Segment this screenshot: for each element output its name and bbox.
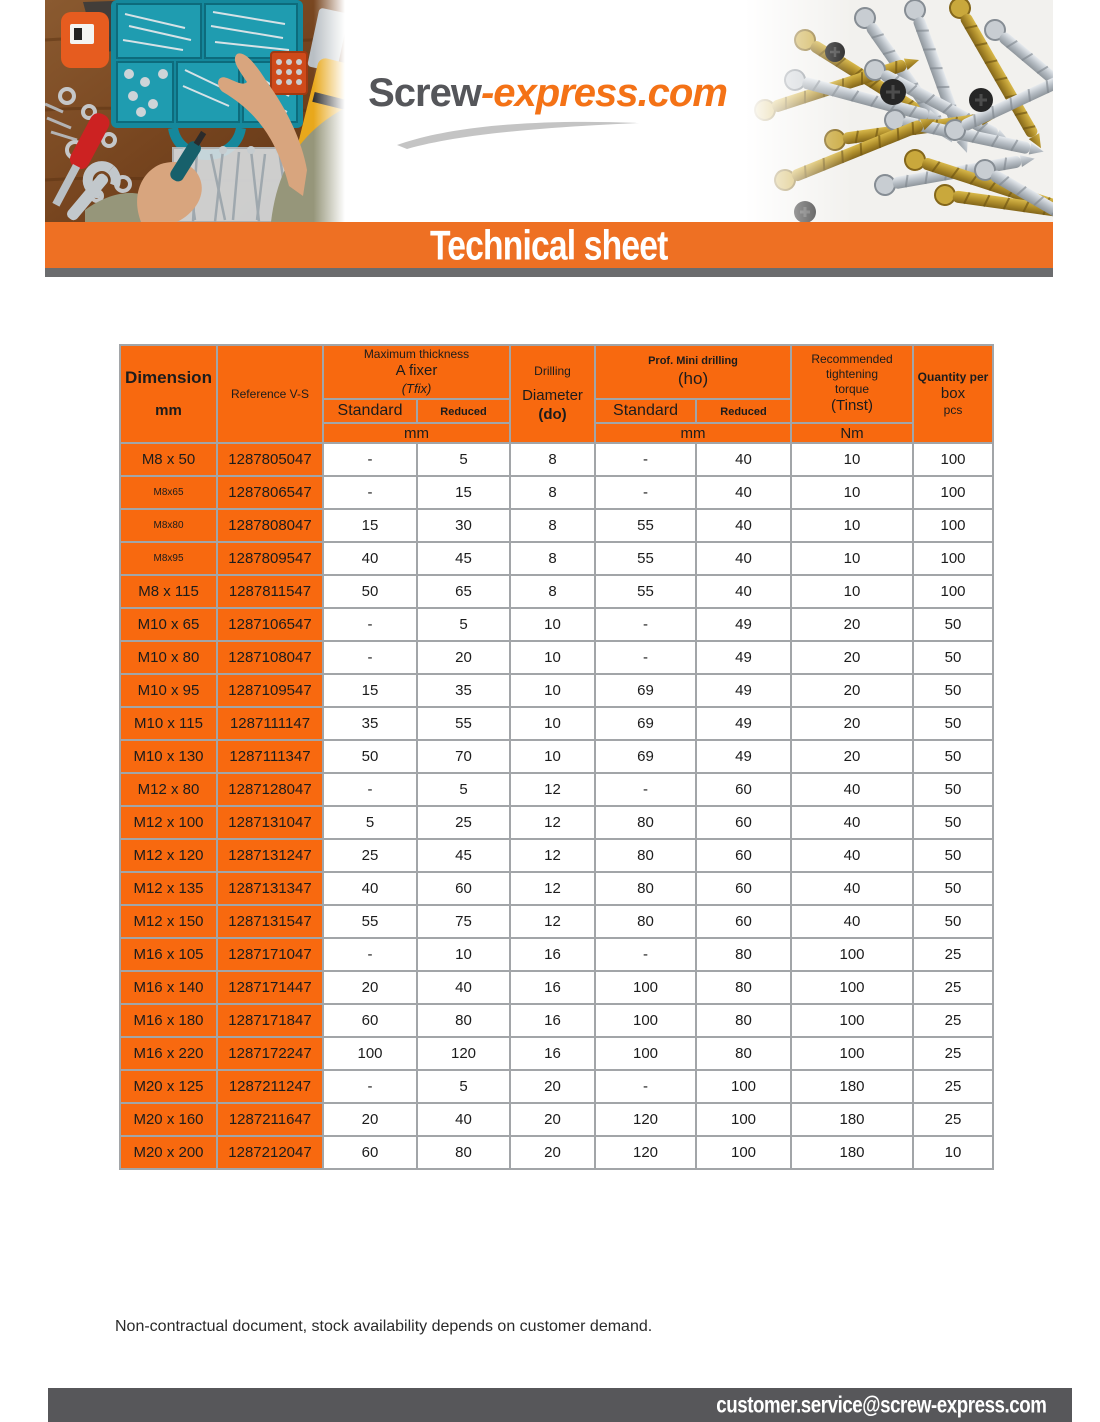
value-cell: 49	[696, 641, 791, 674]
value-cell: 20	[791, 641, 913, 674]
value-cell: 80	[696, 938, 791, 971]
col-header-tightening-torque: Recommended tightening torque (Tinst)	[791, 345, 913, 423]
value-cell: 80	[417, 1004, 510, 1037]
unit-tfix-mm: mm	[323, 423, 510, 443]
value-cell: 25	[913, 971, 993, 1004]
dimension-cell: M10 x 65	[120, 608, 217, 641]
value-cell: 55	[595, 575, 696, 608]
page-title: Technical sheet	[430, 221, 668, 268]
value-cell: 20	[791, 707, 913, 740]
value-cell: 50	[913, 773, 993, 806]
reference-cell: 1287131347	[217, 872, 323, 905]
value-cell: 80	[417, 1136, 510, 1169]
footer-bar	[48, 1388, 1072, 1422]
value-cell: 60	[696, 839, 791, 872]
table-row	[120, 641, 993, 674]
table-row	[120, 542, 993, 575]
table-row	[120, 509, 993, 542]
value-cell: 40	[696, 509, 791, 542]
value-cell: 100	[595, 971, 696, 1004]
dimension-cell: M8x65	[120, 476, 217, 509]
dimension-cell: M12 x 135	[120, 872, 217, 905]
table-row	[120, 773, 993, 806]
screws-pile-photo	[745, 0, 1053, 222]
value-cell: 50	[913, 905, 993, 938]
logo-text	[368, 73, 727, 113]
value-cell: 25	[323, 839, 417, 872]
table-row	[120, 608, 993, 641]
value-cell: 100	[791, 938, 913, 971]
value-cell: 55	[323, 905, 417, 938]
reference-cell: 1287212047	[217, 1136, 323, 1169]
banner-underline	[45, 268, 1053, 277]
value-cell: 45	[417, 839, 510, 872]
value-cell: -	[595, 938, 696, 971]
value-cell: 20	[417, 641, 510, 674]
value-cell: 5	[417, 608, 510, 641]
value-cell: 100	[913, 443, 993, 476]
reference-cell: 1287131547	[217, 905, 323, 938]
reference-cell: 1287172247	[217, 1037, 323, 1070]
value-cell: 15	[323, 674, 417, 707]
value-cell: 8	[510, 476, 595, 509]
reference-cell: 1287809547	[217, 542, 323, 575]
value-cell: 69	[595, 674, 696, 707]
value-cell: -	[595, 608, 696, 641]
value-cell: 8	[510, 509, 595, 542]
value-cell: 10	[913, 1136, 993, 1169]
value-cell: 30	[417, 509, 510, 542]
value-cell: 20	[510, 1136, 595, 1169]
table-row	[120, 707, 993, 740]
value-cell: 8	[510, 542, 595, 575]
value-cell: 100	[913, 476, 993, 509]
col-header-prof-mini-drilling: Prof. Mini drilling (ho)	[595, 345, 791, 399]
table-row	[120, 806, 993, 839]
value-cell: 100	[595, 1004, 696, 1037]
value-cell: 25	[913, 1070, 993, 1103]
value-cell: 25	[913, 1103, 993, 1136]
table-row	[120, 443, 993, 476]
reference-cell: 1287211247	[217, 1070, 323, 1103]
value-cell: 180	[791, 1136, 913, 1169]
subheader-ho-standard: Standard	[595, 399, 696, 423]
value-cell: 100	[696, 1103, 791, 1136]
value-cell: 50	[913, 674, 993, 707]
value-cell: 50	[913, 806, 993, 839]
dimension-cell: M10 x 95	[120, 674, 217, 707]
value-cell: 80	[595, 905, 696, 938]
col-header-drilling-diameter: Drilling Diameter (do)	[510, 345, 595, 443]
value-cell: -	[323, 443, 417, 476]
value-cell: 49	[696, 674, 791, 707]
value-cell: 180	[791, 1103, 913, 1136]
tape-measure	[61, 12, 109, 68]
value-cell: -	[323, 938, 417, 971]
value-cell: 60	[323, 1136, 417, 1169]
value-cell: 10	[791, 575, 913, 608]
value-cell: 10	[791, 509, 913, 542]
table-row	[120, 575, 993, 608]
reference-cell: 1287811547	[217, 575, 323, 608]
value-cell: 180	[791, 1070, 913, 1103]
table-body	[120, 443, 993, 1169]
col-header-max-thickness: Maximum thickness A fixer (Tfix)	[323, 345, 510, 399]
value-cell: 100	[323, 1037, 417, 1070]
value-cell: 50	[913, 608, 993, 641]
value-cell: 55	[417, 707, 510, 740]
value-cell: -	[323, 476, 417, 509]
table-row	[120, 674, 993, 707]
value-cell: 20	[791, 674, 913, 707]
value-cell: 25	[913, 1037, 993, 1070]
value-cell: 10	[791, 476, 913, 509]
value-cell: 50	[913, 740, 993, 773]
value-cell: -	[323, 773, 417, 806]
value-cell: 10	[510, 707, 595, 740]
reference-cell: 1287806547	[217, 476, 323, 509]
value-cell: 120	[417, 1037, 510, 1070]
value-cell: 25	[417, 806, 510, 839]
value-cell: 45	[417, 542, 510, 575]
value-cell: 60	[696, 905, 791, 938]
dimension-cell: M16 x 220	[120, 1037, 217, 1070]
value-cell: 8	[510, 443, 595, 476]
value-cell: 49	[696, 707, 791, 740]
value-cell: 100	[791, 971, 913, 1004]
value-cell: 80	[595, 806, 696, 839]
value-cell: 10	[510, 608, 595, 641]
dimension-cell: M16 x 180	[120, 1004, 217, 1037]
value-cell: 69	[595, 740, 696, 773]
dimension-cell: M10 x 80	[120, 641, 217, 674]
value-cell: 50	[323, 740, 417, 773]
dimension-cell: M12 x 80	[120, 773, 217, 806]
value-cell: 40	[791, 905, 913, 938]
value-cell: 50	[913, 872, 993, 905]
value-cell: 40	[791, 839, 913, 872]
value-cell: -	[323, 641, 417, 674]
value-cell: 40	[791, 773, 913, 806]
value-cell: 100	[696, 1070, 791, 1103]
value-cell: 60	[696, 806, 791, 839]
value-cell: 100	[913, 542, 993, 575]
reference-cell: 1287106547	[217, 608, 323, 641]
dimension-cell: M10 x 115	[120, 707, 217, 740]
value-cell: 12	[510, 806, 595, 839]
value-cell: -	[595, 773, 696, 806]
value-cell: 70	[417, 740, 510, 773]
value-cell: 8	[510, 575, 595, 608]
value-cell: 40	[696, 575, 791, 608]
col-header-reference: Reference V-S	[217, 345, 323, 443]
dimension-cell: M20 x 160	[120, 1103, 217, 1136]
value-cell: 12	[510, 872, 595, 905]
unit-torque-nm: Nm	[791, 423, 913, 443]
value-cell: 100	[913, 575, 993, 608]
value-cell: 49	[696, 608, 791, 641]
reference-cell: 1287808047	[217, 509, 323, 542]
dimension-cell: M16 x 140	[120, 971, 217, 1004]
disclaimer-note: Non-contractual document, stock availability depends on customer demand.	[115, 1318, 653, 1335]
value-cell: 5	[323, 806, 417, 839]
value-cell: 12	[510, 905, 595, 938]
value-cell: 100	[913, 509, 993, 542]
value-cell: 80	[595, 839, 696, 872]
reference-cell: 1287128047	[217, 773, 323, 806]
value-cell: 75	[417, 905, 510, 938]
value-cell: 60	[696, 773, 791, 806]
dimension-cell: M8 x 115	[120, 575, 217, 608]
value-cell: 50	[323, 575, 417, 608]
value-cell: -	[595, 476, 696, 509]
reference-cell: 1287171847	[217, 1004, 323, 1037]
reference-cell: 1287111347	[217, 740, 323, 773]
dimension-cell: M12 x 120	[120, 839, 217, 872]
table-row	[120, 872, 993, 905]
reference-cell: 1287109547	[217, 674, 323, 707]
dimension-cell: M12 x 100	[120, 806, 217, 839]
table-row	[120, 1103, 993, 1136]
value-cell: 25	[913, 1004, 993, 1037]
dimension-cell: M12 x 150	[120, 905, 217, 938]
value-cell: 50	[913, 641, 993, 674]
value-cell: 40	[696, 476, 791, 509]
logo	[350, 0, 745, 222]
dimension-cell: M8x80	[120, 509, 217, 542]
value-cell: 16	[510, 938, 595, 971]
subheader-tfix-standard: Standard	[323, 399, 417, 423]
value-cell: 40	[323, 872, 417, 905]
table-row	[120, 938, 993, 971]
value-cell: 50	[913, 707, 993, 740]
value-cell: 80	[696, 1004, 791, 1037]
value-cell: 60	[696, 872, 791, 905]
unit-ho-mm: mm	[595, 423, 791, 443]
value-cell: 20	[510, 1103, 595, 1136]
reference-cell: 1287131247	[217, 839, 323, 872]
table-row	[120, 1037, 993, 1070]
table-row	[120, 971, 993, 1004]
reference-cell: 1287171447	[217, 971, 323, 1004]
value-cell: 10	[791, 443, 913, 476]
dimension-cell: M8x95	[120, 542, 217, 575]
reference-cell: 1287805047	[217, 443, 323, 476]
value-cell: 100	[595, 1037, 696, 1070]
value-cell: 100	[791, 1037, 913, 1070]
value-cell: 20	[323, 971, 417, 1004]
value-cell: 40	[791, 872, 913, 905]
value-cell: 15	[417, 476, 510, 509]
value-cell: 120	[595, 1103, 696, 1136]
value-cell: 80	[595, 872, 696, 905]
value-cell: -	[595, 443, 696, 476]
col-header-quantity: Quantity per box pcs	[913, 345, 993, 443]
logo-express: -express.com	[480, 71, 727, 115]
subheader-tfix-reduced: Reduced	[417, 399, 510, 423]
value-cell: 80	[696, 971, 791, 1004]
logo-screw: Screw	[368, 71, 481, 115]
value-cell: 40	[791, 806, 913, 839]
reference-cell: 1287211647	[217, 1103, 323, 1136]
col-header-dimension: Dimension mm	[120, 345, 217, 443]
value-cell: 80	[696, 1037, 791, 1070]
workbench-photo	[45, 0, 345, 222]
subheader-ho-reduced: Reduced	[696, 399, 791, 423]
value-cell: 5	[417, 773, 510, 806]
value-cell: 40	[323, 542, 417, 575]
reference-cell: 1287171047	[217, 938, 323, 971]
value-cell: 5	[417, 1070, 510, 1103]
value-cell: 12	[510, 773, 595, 806]
table-row	[120, 740, 993, 773]
value-cell: 20	[791, 608, 913, 641]
reference-cell: 1287131047	[217, 806, 323, 839]
dimension-cell: M16 x 105	[120, 938, 217, 971]
technical-sheet-banner	[45, 222, 1053, 268]
value-cell: 100	[696, 1136, 791, 1169]
customer-service-email: customer.service@screw-express.com	[715, 1391, 1046, 1418]
value-cell: 65	[417, 575, 510, 608]
table-row	[120, 1070, 993, 1103]
value-cell: 10	[417, 938, 510, 971]
value-cell: 40	[417, 1103, 510, 1136]
dimension-cell: M20 x 125	[120, 1070, 217, 1103]
reference-cell: 1287111147	[217, 707, 323, 740]
value-cell: 35	[417, 674, 510, 707]
value-cell: 69	[595, 707, 696, 740]
value-cell: 55	[595, 542, 696, 575]
value-cell: 10	[510, 740, 595, 773]
dimension-cell: M10 x 130	[120, 740, 217, 773]
value-cell: -	[323, 1070, 417, 1103]
value-cell: -	[595, 641, 696, 674]
value-cell: 5	[417, 443, 510, 476]
value-cell: 35	[323, 707, 417, 740]
value-cell: 100	[791, 1004, 913, 1037]
value-cell: 120	[595, 1136, 696, 1169]
value-cell: 50	[913, 839, 993, 872]
table-row	[120, 476, 993, 509]
table-row	[120, 1136, 993, 1169]
value-cell: 49	[696, 740, 791, 773]
value-cell: 40	[696, 542, 791, 575]
table-row	[120, 839, 993, 872]
value-cell: 25	[913, 938, 993, 971]
technical-data-table	[119, 344, 994, 1170]
table-row	[120, 905, 993, 938]
value-cell: 16	[510, 1004, 595, 1037]
logo-swoosh	[393, 119, 643, 149]
value-cell: 20	[791, 740, 913, 773]
value-cell: 16	[510, 1037, 595, 1070]
value-cell: 60	[323, 1004, 417, 1037]
value-cell: 20	[510, 1070, 595, 1103]
value-cell: 12	[510, 839, 595, 872]
value-cell: 15	[323, 509, 417, 542]
value-cell: 40	[417, 971, 510, 1004]
value-cell: 55	[595, 509, 696, 542]
value-cell: 10	[510, 641, 595, 674]
value-cell: 10	[791, 542, 913, 575]
value-cell: -	[595, 1070, 696, 1103]
value-cell: 20	[323, 1103, 417, 1136]
reference-cell: 1287108047	[217, 641, 323, 674]
value-cell: 60	[417, 872, 510, 905]
dimension-cell: M20 x 200	[120, 1136, 217, 1169]
value-cell: 16	[510, 971, 595, 1004]
table-row	[120, 1004, 993, 1037]
value-cell: -	[323, 608, 417, 641]
value-cell: 40	[696, 443, 791, 476]
dimension-cell: M8 x 50	[120, 443, 217, 476]
value-cell: 10	[510, 674, 595, 707]
